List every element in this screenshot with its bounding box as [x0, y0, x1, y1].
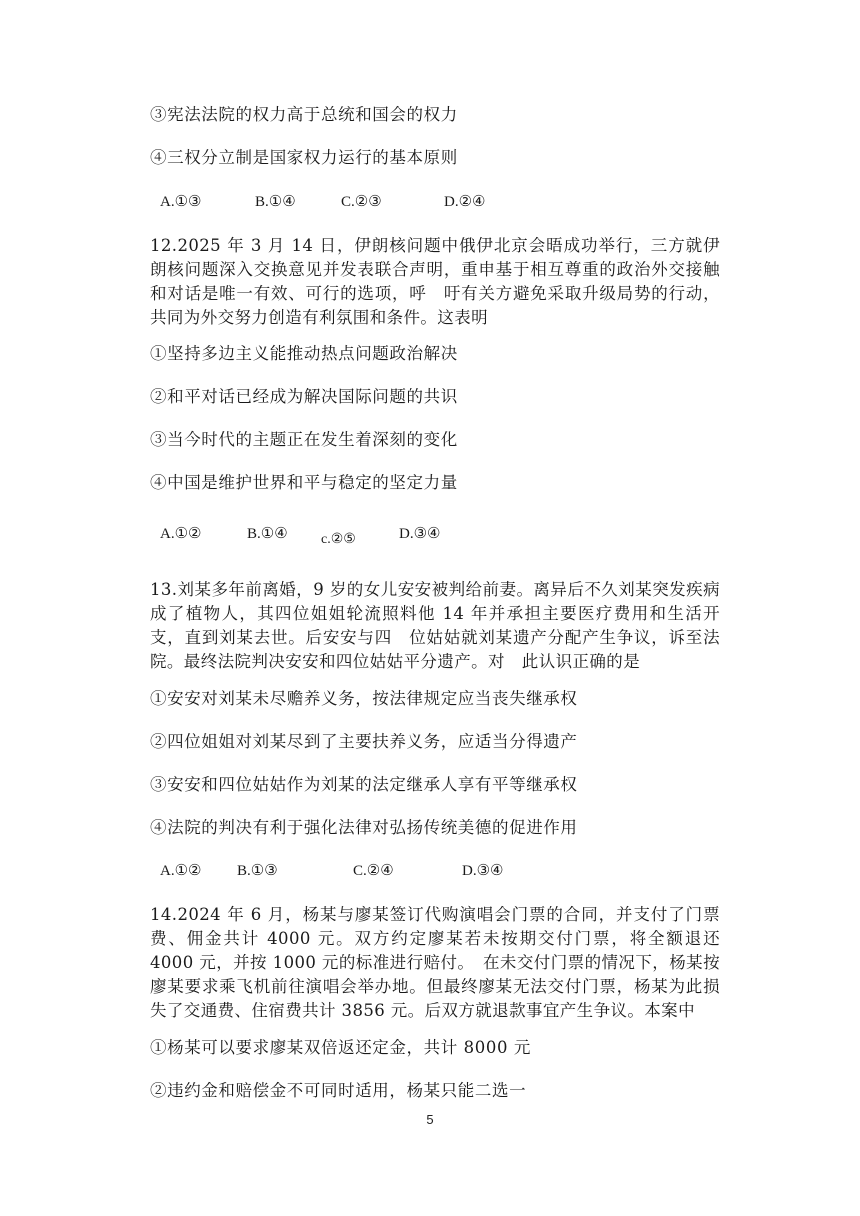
- q12-item-1: ①坚持多边主义能推动热点问题政治解决: [150, 344, 458, 363]
- q12-stem: 12.2025 年 3 月 14 日，伊朗核问题中俄伊北京会晤成功举行，三方就伊朗核问题深入交换意见并发表联合声明，重申基于相互尊重的政治外交接触和对话是唯一有效、可行的选项，呼 吁有关方避免采取升级局势的行动，共同为外交努力创造有利氛围和条件。这表明: [150, 236, 720, 327]
- q13-option-b: B.①③: [237, 863, 278, 879]
- q12-item-3: ③当今时代的主题正在发生着深刻的变化: [150, 430, 458, 449]
- q13-stem: 13.刘某多年前离婚，9 岁的女儿安安被判给前妻。离异后不久刘某突发疾病成了植物人，其四位姐姐轮流照料他 14 年并承担主要医疗费用和生活开支，直到刘某去世。后安安与四 位姑姑就刘某遗产分配产生争议，诉至法院。最终法院判决安安和四位姑姑平分遗产。对 此认识正确的是: [150, 580, 720, 671]
- q13-option-c: C.②④: [353, 863, 394, 879]
- q14-item-2: ②违约金和赔偿金不可同时适用，杨某只能二选一: [150, 1081, 527, 1100]
- q12-item-4: ④中国是维护世界和平与稳定的坚定力量: [150, 473, 458, 492]
- q11-item-4: ④三权分立制是国家权力运行的基本原则: [150, 148, 458, 167]
- q13-item-2: ②四位姐姐对刘某尽到了主要扶养义务，应适当分得遗产: [150, 732, 578, 751]
- q12-option-a: A.①②: [160, 526, 202, 542]
- q13-item-1: ①安安对刘某未尽赡养义务，按法律规定应当丧失继承权: [150, 689, 578, 708]
- q11-option-b: B.①④: [255, 194, 296, 210]
- q11-item-3: ③宪法法院的权力高于总统和国会的权力: [150, 105, 458, 124]
- q14-item-1: ①杨某可以要求廖某双倍返还定金，共计 8000 元: [150, 1038, 531, 1057]
- q12-option-d: D.③④: [399, 526, 441, 542]
- q13-item-3: ③安安和四位姑姑作为刘某的法定继承人享有平等继承权: [150, 775, 578, 794]
- q14-stem: 14.2024 年 6 月，杨某与廖某签订代购演唱会门票的合同，并支付了门票费、佣金共计 4000 元。双方约定廖某若未按期交付门票，将全额退还 4000 元，并按 1000 元的标准进行赔付。 在未交付门票的情况下，杨某按廖某要求乘飞机前往演唱会举办地。但最终廖某无法交付门票，杨某为此损失了交通费、住宿费共计 3856 元。后双方就退款事宜产生争议。本案中: [150, 905, 720, 1020]
- q13-option-a: A.①②: [160, 863, 202, 879]
- page-number: 5: [426, 1112, 434, 1127]
- q12-option-c: c.②⑤: [321, 532, 356, 547]
- q11-option-c: C.②③: [341, 194, 382, 210]
- q11-option-d: D.②④: [444, 194, 486, 210]
- q12-item-2: ②和平对话已经成为解决国际问题的共识: [150, 387, 458, 406]
- q11-option-a: A.①③: [160, 194, 202, 210]
- q12-option-b: B.①④: [247, 526, 288, 542]
- q13-item-4: ④法院的判决有利于强化法律对弘扬传统美德的促进作用: [150, 818, 578, 837]
- q13-option-d: D.③④: [462, 863, 504, 879]
